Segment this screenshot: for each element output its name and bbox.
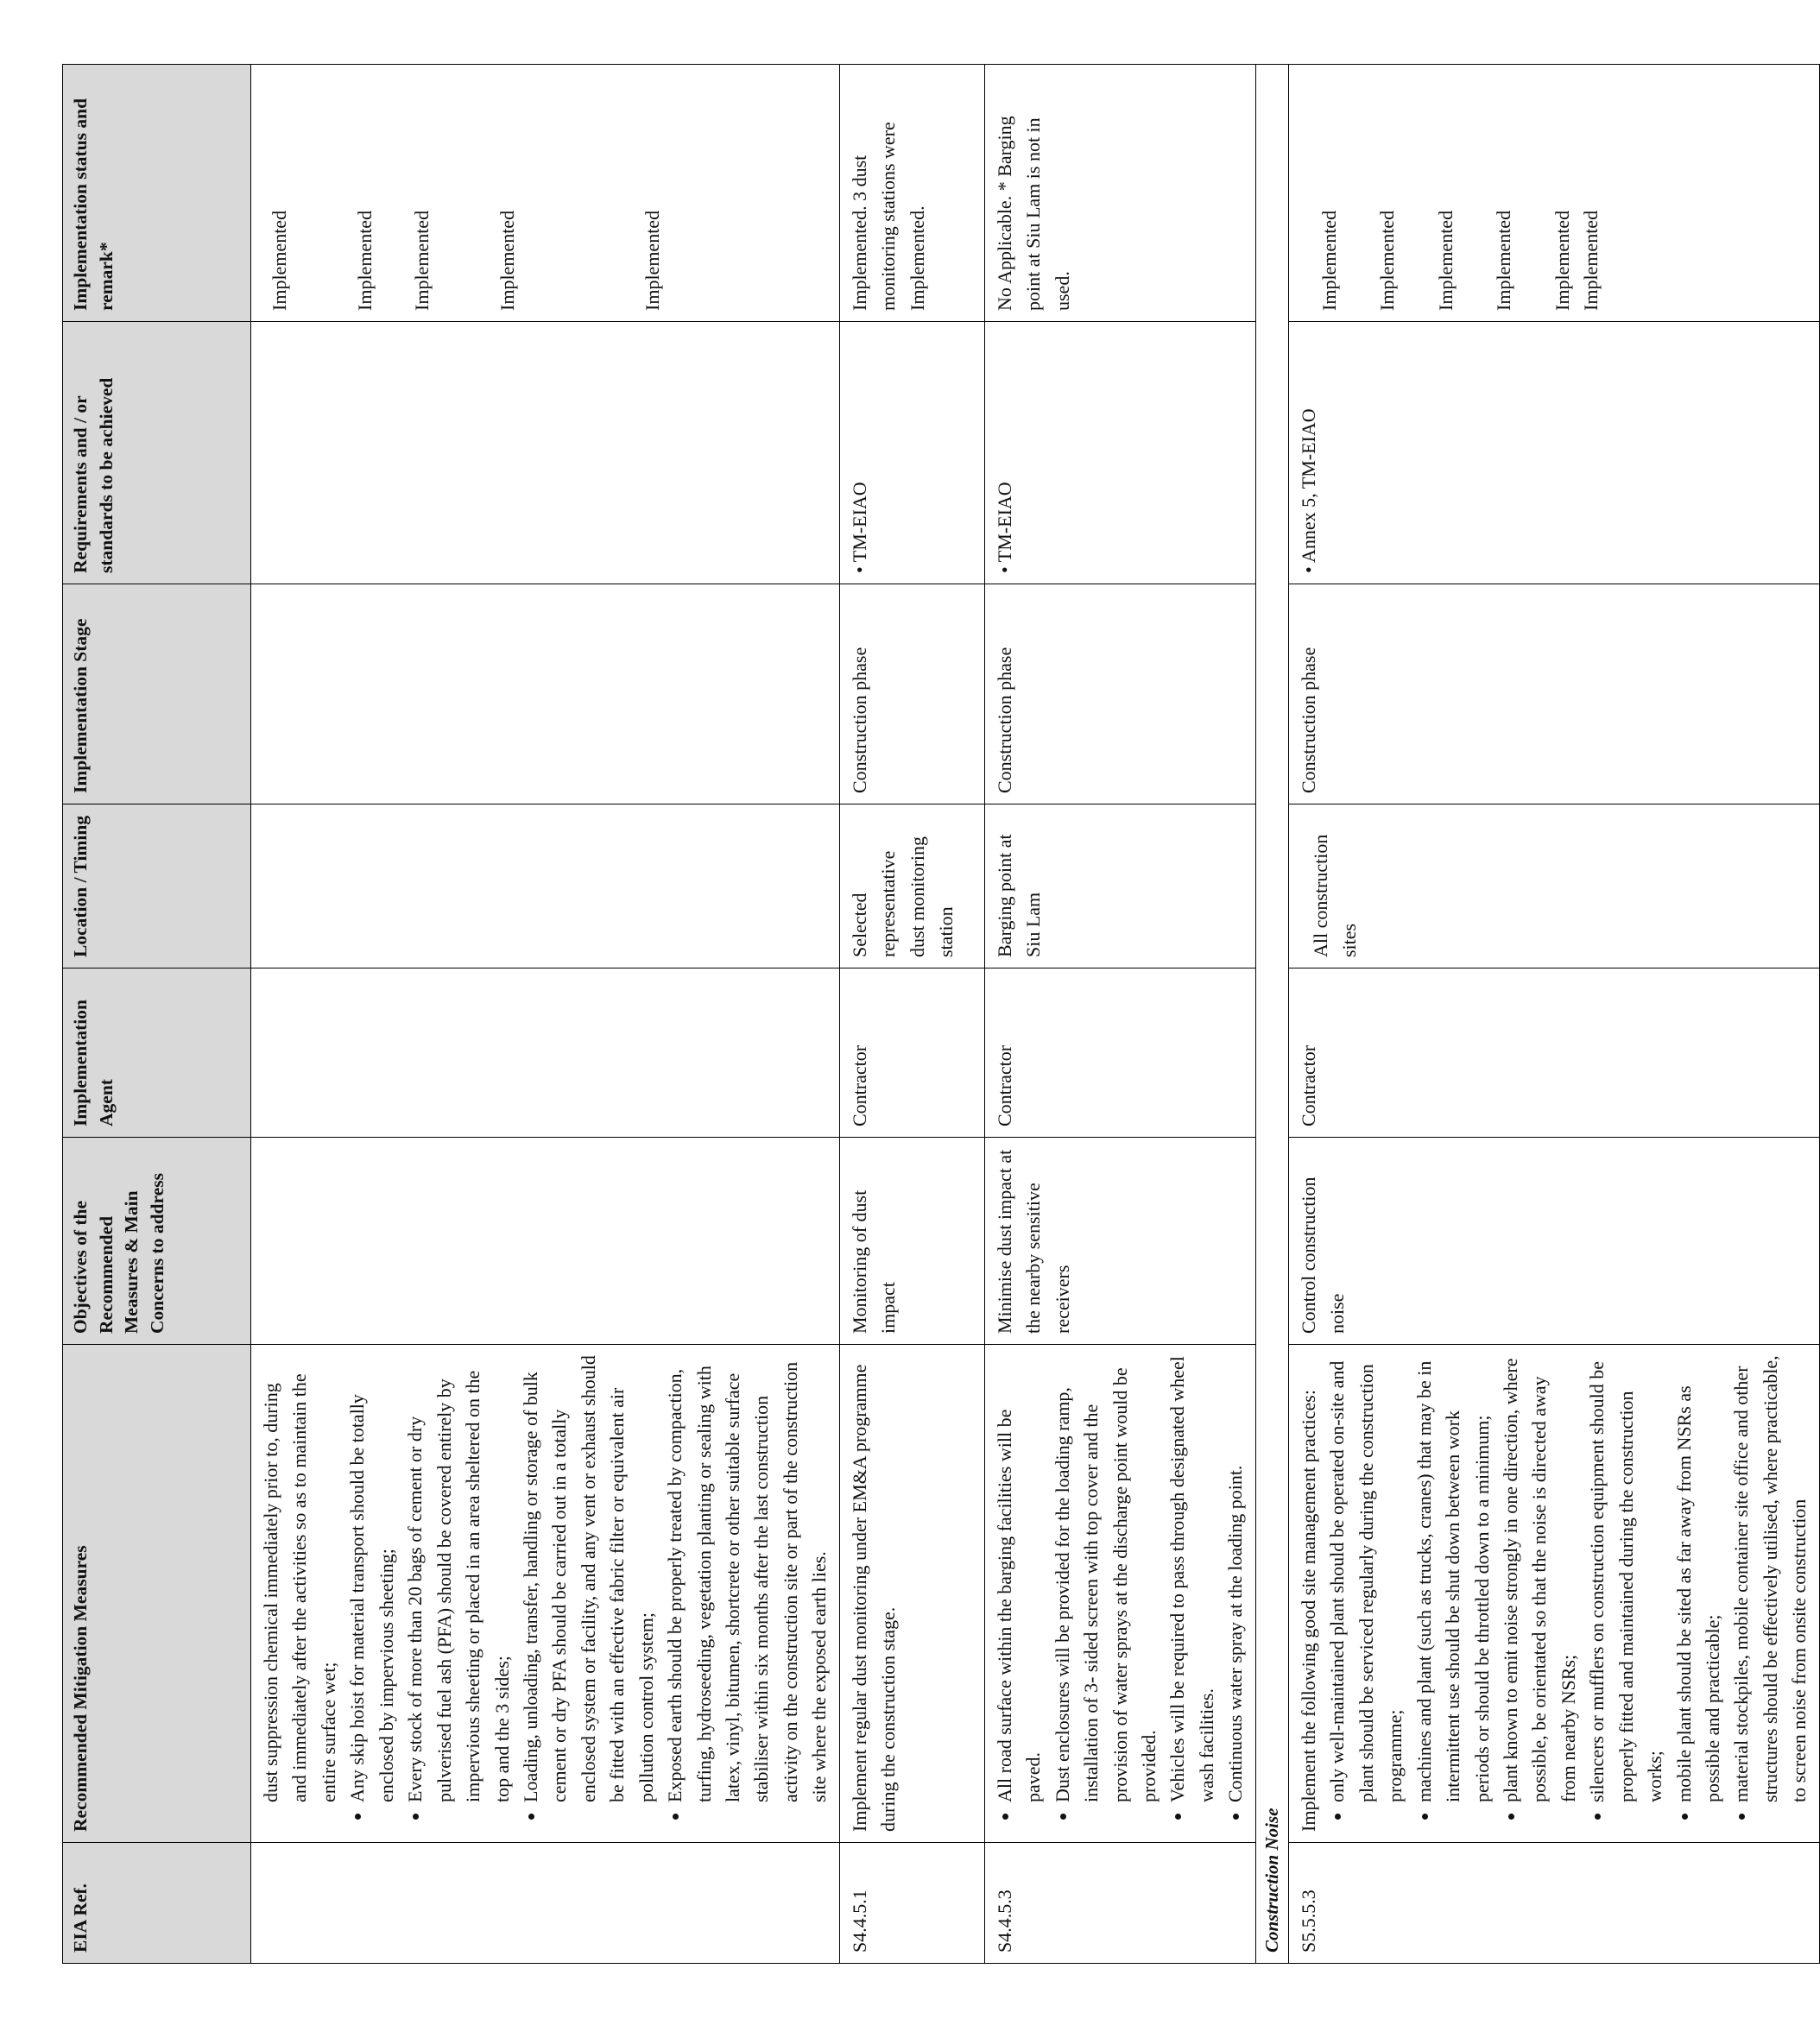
requirements-bullet: • TM-EIAO (993, 482, 1015, 573)
table-row (1288, 65, 1819, 1964)
measures-cell (251, 1345, 840, 1843)
list-item: • machines and plant (such as trucks, cranes) that may be in intermittent use should be shut down between work periods or should be throttled down to a minimum; (1410, 1355, 1496, 1802)
agent-cell: Contractor (1288, 968, 1819, 1138)
requirements-cell (251, 322, 840, 584)
objective-cell: Control construction noise (1288, 1138, 1819, 1345)
header-requirements: Requirements and / or standards to be achieved (63, 322, 251, 584)
status-cell (251, 65, 840, 322)
requirements-cell (1288, 322, 1819, 584)
measures-cell (984, 1345, 1255, 1843)
eia-ref-cell: S4.4.5.1 (839, 1843, 984, 1964)
header-objectives: Objectives of the Recommended Measures & Main Concerns to address (63, 1138, 251, 1345)
requirements-text: TM-EIAO (993, 482, 1015, 563)
header-row (63, 65, 251, 1964)
requirements-cell (839, 322, 984, 584)
measures-cell (1288, 1345, 1819, 1843)
requirements-bullet: • Annex 5, TM-EIAO (1297, 408, 1319, 573)
status-text: Implemented (354, 210, 376, 311)
requirements-cell (984, 322, 1255, 584)
header-location: Location / Timing (63, 804, 251, 968)
list-item: • Exposed earth should be properly treated by compaction, turfing, hydroseeding, vegetation planting or sealing with latex, vinyl, bitumen, shortcrete or other suitable surface stabiliser within six months after the last construction activity on the construction site or part of the construction site where the exposed earth lies. (660, 1355, 834, 1802)
header-status: Implementation status and remark* (63, 65, 251, 322)
location-cell: Barging point at Siu Lam (984, 804, 1255, 968)
list-item: • silencers or mufflers on construction equipment should be properly fitted and maintained during the construction works; (1583, 1355, 1669, 1802)
requirements-bullet: • TM-EIAO (848, 482, 870, 573)
stage-cell (251, 584, 840, 804)
location-cell: Selected representative dust monitoring station (839, 804, 984, 968)
header-measures: Recommended Mitigation Measures (63, 1345, 251, 1843)
list-item: • Continuous water spray at the loading point. (1221, 1355, 1249, 1802)
eia-ref-cell: S4.4.5.3 (984, 1843, 1255, 1964)
objective-cell: Monitoring of dust impact (839, 1138, 984, 1345)
header-eia-ref: EIA Ref. (63, 1843, 251, 1964)
list-item: • plant known to emit noise strongly in one direction, where possible, be orientated so that the noise is directed away from nearby NSRs; (1496, 1355, 1583, 1802)
list-item: • Any skip hoist for material transport should be totally enclosed by impervious sheeting; (343, 1355, 401, 1802)
list-item: • Loading, unloading, transfer, handling or storage of bulk cement or dry PFA should be carried out in a totally enclosed system or facility, and any vent or exhaust should be fitted with an effective fabric filter or equivalent air pollution control system; (516, 1355, 660, 1802)
list-item: • All road surface within the barging facilities will be paved. (990, 1355, 1048, 1802)
measures-cell: Implement regular dust monitoring under EM&A programme during the construction stage. (839, 1345, 984, 1843)
status-text: Implemented (1551, 210, 1573, 311)
status-text: Implemented (410, 210, 433, 311)
agent-cell: Contractor (984, 968, 1255, 1138)
header-stage: Implementation Stage (63, 584, 251, 804)
list-item: • Vehicles will be required to pass through designated wheel wash facilities. (1163, 1355, 1221, 1802)
header-agent: Implementation Agent (63, 968, 251, 1138)
section-row (1255, 65, 1288, 1964)
status-text: Implemented (1493, 210, 1515, 311)
list-item: • Dust enclosures will be provided for the loading ramp, installation of 3- sided screen with top cover and the provision of water sprays at the discharge point would be provided. (1048, 1355, 1164, 1802)
section-title: Construction Noise (1255, 65, 1288, 1964)
table-row (251, 65, 840, 1964)
location-cell: All construction sites (1288, 804, 1819, 968)
stage-cell: Construction phase (1288, 584, 1819, 804)
status-cell: No Applicable. * Barging point at Siu Lam is not in used. (984, 65, 1255, 322)
status-text: Implemented (1580, 210, 1602, 311)
list-item: • only well-maintained plant should be operated on-site and plant should be serviced regularly during the construction programme; (1323, 1355, 1409, 1802)
list-item: • Every stock of more than 20 bags of cement or dry pulverised fuel ash (PFA) should be covered entirely by impervious sheeting or placed in an area sheltered on the top and the 3 sides; (401, 1355, 516, 1802)
status-text: Implemented (1434, 210, 1457, 311)
rotated-page (62, 65, 1811, 1964)
agent-cell (251, 968, 840, 1138)
requirements-text: Annex 5, TM-EIAO (1297, 408, 1319, 563)
list-item: • material stockpiles, mobile container site office and other structures should be effectively utilised, where practicable, to screen noise from onsite construction (1727, 1355, 1813, 1802)
measure-intro: Implement the following good site management practices: (1297, 1390, 1319, 1832)
status-cell (1288, 65, 1819, 322)
eia-ref-cell: S5.5.5.3 (1288, 1843, 1819, 1964)
location-cell (251, 804, 840, 968)
agent-cell: Contractor (839, 968, 984, 1138)
table-row (839, 65, 984, 1964)
status-text: Implemented (269, 210, 290, 311)
objective-cell (251, 1138, 840, 1345)
requirements-text: TM-EIAO (848, 482, 870, 563)
status-text: Implemented (1318, 210, 1340, 311)
status-cell: Implemented. 3 dust monitoring stations were Implemented. (839, 65, 984, 322)
measure-continuation: dust suppression chemical immediately prior to, during and immediately after the activities so as to maintain the entire surface wet; (260, 1373, 339, 1802)
stage-cell: Construction phase (839, 584, 984, 804)
objective-cell: Minimise dust impact at the nearby sensitive receivers (984, 1138, 1255, 1345)
status-text: Implemented (1376, 210, 1399, 311)
stage-cell: Construction phase (984, 584, 1255, 804)
status-text: Implemented (496, 210, 519, 311)
eia-ref-cell (251, 1843, 840, 1964)
table-row (984, 65, 1255, 1964)
mitigation-measures-table (62, 64, 1820, 1964)
status-text: Implemented (641, 210, 663, 311)
list-item: • mobile plant should be sited as far away from NSRs as possible and practicable; (1670, 1355, 1728, 1802)
